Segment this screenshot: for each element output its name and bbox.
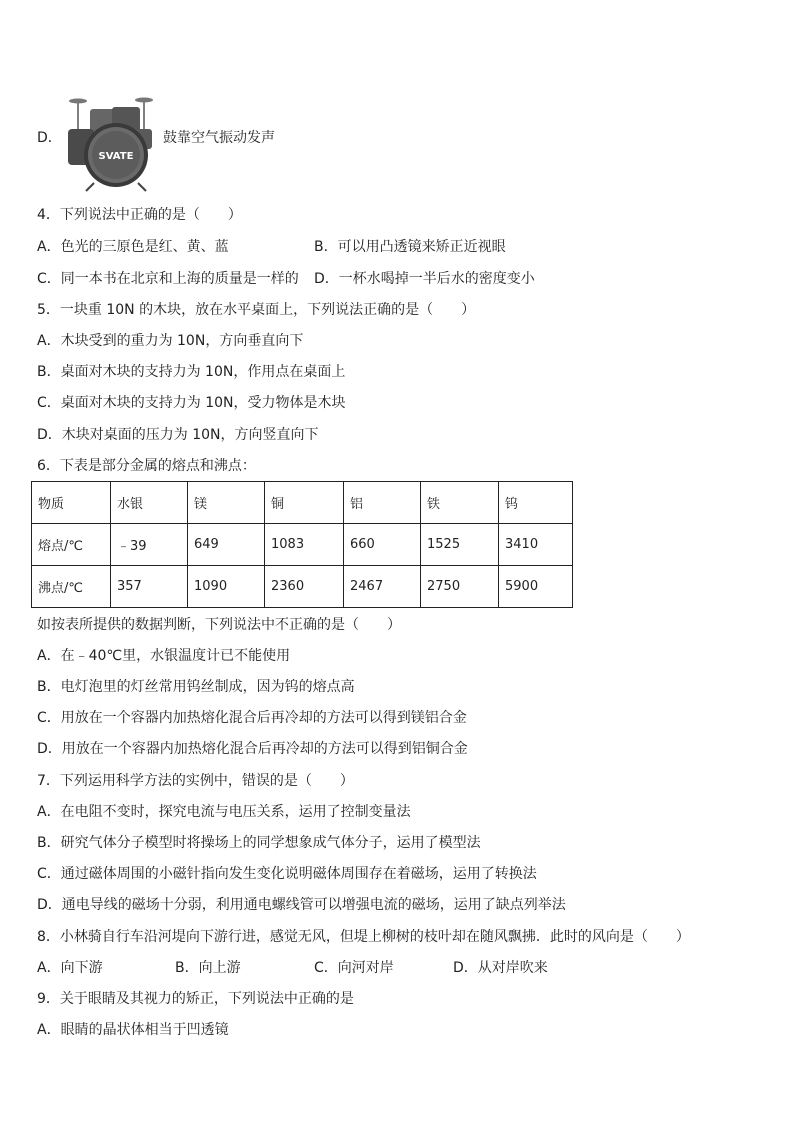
table-header-row (32, 482, 573, 524)
q5-option-d: D．木块对桌面的压力为 10N，方向竖直向下 (37, 427, 319, 443)
q4-stem: 4．下列说法中正确的是（ ） (37, 207, 242, 223)
table-row (32, 566, 573, 608)
q9-option-a: A．眼睛的晶状体相当于凹透镜 (37, 1022, 229, 1038)
q7-option-c: C．通过磁体周围的小磁针指向发生变化说明磁体周围存在着磁场，运用了转换法 (37, 866, 537, 882)
table-cell: 1525 (421, 524, 499, 566)
q3-option-d-label: D． (37, 130, 62, 146)
table-cell: 660 (344, 524, 421, 566)
q5-stem: 5．一块重 10N 的木块，放在水平桌面上，下列说法正确的是（ ） (37, 302, 476, 318)
table-cell: 钨 (499, 482, 573, 524)
table-cell: 铁 (421, 482, 499, 524)
table-cell: 熔点/℃ (32, 524, 111, 566)
q8-option-a: A．向下游 (37, 960, 103, 976)
q5-option-a: A．木块受到的重力为 10N，方向垂直向下 (37, 333, 304, 349)
q6-question: 如按表所提供的数据判断，下列说法中不正确的是（ ） (37, 617, 401, 633)
table-cell: ﹣39 (111, 524, 188, 566)
q6-option-c: C．用放在一个容器内加热熔化混合后再冷却的方法可以得到镁铝合金 (37, 710, 467, 726)
q7-option-b: B．研究气体分子模型时将操场上的同学想象成气体分子，运用了模型法 (37, 835, 481, 851)
q7-option-d: D．通电导线的磁场十分弱，利用通电螺线管可以增强电流的磁场，运用了缺点列举法 (37, 897, 566, 913)
q4-option-d: D．一杯水喝掉一半后水的密度变小 (314, 271, 535, 287)
q8-option-b: B．向上游 (175, 960, 241, 976)
q4-option-a: A．色光的三原色是红、黄、蓝 (37, 239, 229, 255)
table-cell: 沸点/℃ (32, 566, 111, 608)
table-cell: 2750 (421, 566, 499, 608)
table-cell: 5900 (499, 566, 573, 608)
q8-option-c: C．向河对岸 (314, 960, 394, 976)
drum-kit-icon (64, 95, 156, 193)
q9-stem: 9．关于眼睛及其视力的矫正，下列说法中正确的是 (37, 991, 354, 1007)
table-cell: 物质 (32, 482, 111, 524)
table-cell: 铜 (265, 482, 344, 524)
table-cell: 3410 (499, 524, 573, 566)
q3-option-d-text: 鼓靠空气振动发声 (163, 130, 275, 146)
q6-option-a: A．在﹣40℃里，水银温度计已不能使用 (37, 648, 291, 664)
table-cell: 铝 (344, 482, 421, 524)
q8-option-d: D．从对岸吹来 (453, 960, 548, 976)
q6-option-b: B．电灯泡里的灯丝常用钨丝制成，因为钨的熔点高 (37, 679, 355, 695)
table-cell: 357 (111, 566, 188, 608)
table-cell: 2467 (344, 566, 421, 608)
q4-option-c: C．同一本书在北京和上海的质量是一样的 (37, 271, 299, 287)
table-row (32, 524, 573, 566)
metal-properties-table (31, 481, 573, 608)
drum-logo-text: SVATE (98, 151, 134, 162)
q5-option-b: B．桌面对木块的支持力为 10N，作用点在桌面上 (37, 364, 346, 380)
q6-option-d: D．用放在一个容器内加热熔化混合后再冷却的方法可以得到铝铜合金 (37, 741, 468, 757)
table-cell: 1083 (265, 524, 344, 566)
table-cell: 2360 (265, 566, 344, 608)
table-cell: 水银 (111, 482, 188, 524)
table-cell: 镁 (188, 482, 265, 524)
q5-option-c: C．桌面对木块的支持力为 10N，受力物体是木块 (37, 395, 346, 411)
table-cell: 649 (188, 524, 265, 566)
q7-stem: 7．下列运用科学方法的实例中，错误的是（ ） (37, 773, 354, 789)
q8-stem: 8．小林骑自行车沿河堤向下游行进，感觉无风，但堤上柳树的枝叶却在随风飘拂．此时的风向是（ ） (37, 929, 690, 945)
q6-stem: 6．下表是部分金属的熔点和沸点： (37, 458, 256, 474)
table-cell: 1090 (188, 566, 265, 608)
q4-option-b: B．可以用凸透镜来矫正近视眼 (314, 239, 506, 255)
q7-option-a: A．在电阻不变时，探究电流与电压关系，运用了控制变量法 (37, 804, 411, 820)
